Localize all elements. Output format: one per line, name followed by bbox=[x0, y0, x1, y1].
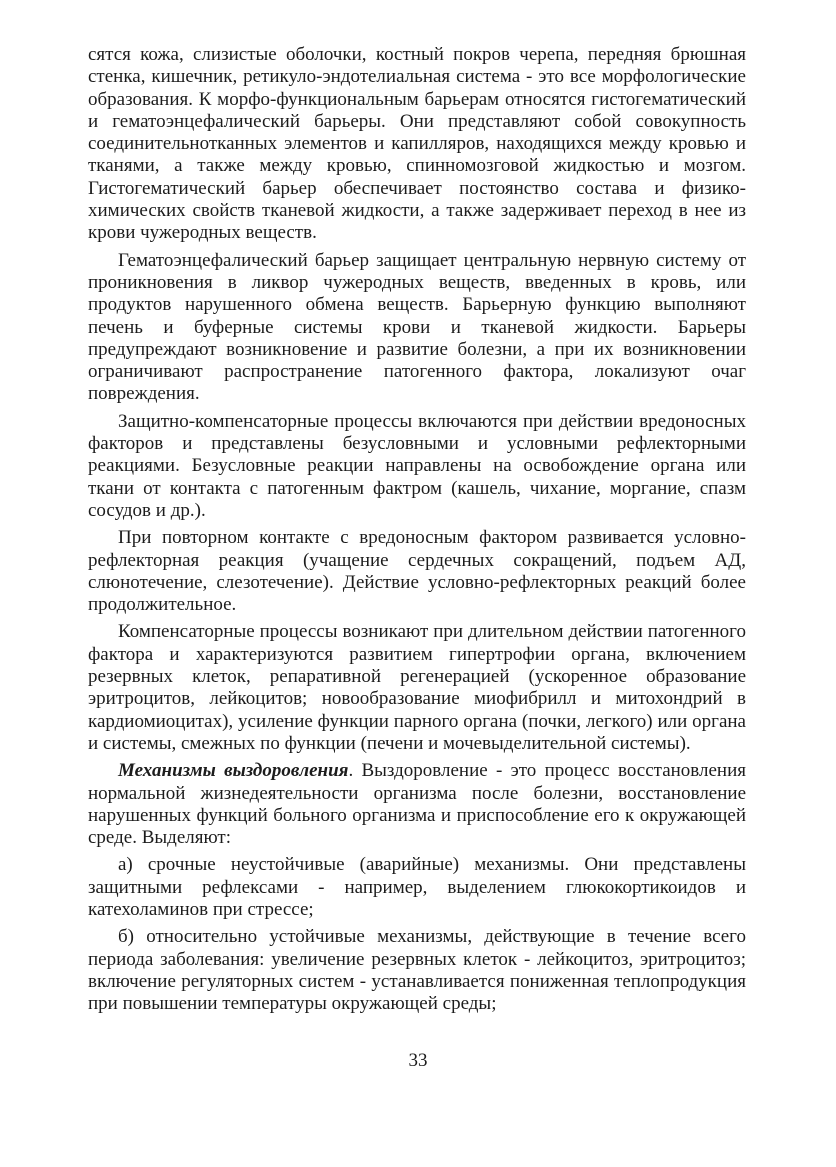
paragraph-text: сятся кожа, слизистые оболочки, костный покров черепа, передняя брюшная стенка, кишечник, ретикуло-эндотелиальная система - это все морфологические образования. К морфо-функциональным барьерам относятся гистогематический и гематоэнцефалический барьеры. Они представляют собой совокупность соединительнотканных элементов и капилляров, находящихся между кровью и тканями, а также между кровью, спинномозговой жидкостью и мозгом. Гистогематический барьер обеспечивает постоянство состава и физико-химических свойств тканевой жидкости, а также задерживает переход в нее из крови чужеродных веществ. bbox=[88, 44, 746, 244]
page-number: 33 bbox=[408, 1050, 428, 1071]
page-body bbox=[88, 44, 746, 1020]
paragraph-text: б) относительно устойчивые механизмы, действующие в течение всего периода заболевания: увеличение резервных клеток - лейкоцитоз, эритроцитоз; включение регуляторных систем - устанавливается пониженная теплопродукция при повышении температуры окружающей среды; bbox=[88, 926, 746, 1015]
section-lead-term: Механизмы выздоровления bbox=[118, 760, 349, 782]
paragraph-text: Защитно-компенсаторные процессы включаются при действии вредоносных факторов и представлены безусловными и условными рефлекторными реакциями. Безусловные реакции направлены на освобождение органа или ткани от контакта с патогенным фактром (кашель, чихание, моргание, спазм сосудов и др.). bbox=[88, 410, 746, 521]
paragraph-text: Компенсаторные процессы возникают при длительном действии патогенного фактора и характеризуются развитием гипертрофии органа, включением резервных клеток, репаративной регенерацией (ускоренное образование эритроцитов, лейкоцитов; новообразование миофибрилл и митохондрий в кардиомиоцитах), усиление функции парного органа (почки, легкого) или органа и системы, смежных по функции (печени и мочевыделительной системы). bbox=[88, 621, 746, 754]
paragraph-conditioned-reflex bbox=[88, 527, 746, 616]
paragraph-text: При повторном контакте с вредоносным фактором развивается условно-рефлекторная реакция (учащение сердечных сокращений, подъем АД, слюнотечение, слезотечение). Действие условно-рефлекторных реакций более продолжительное. bbox=[88, 527, 746, 616]
list-item-b bbox=[88, 926, 746, 1015]
paragraph-text: . Выздоровление - это процесс восстановления нормальной жизнедеятельности организма после болезни, восстановление нарушенных функций больного организма и приспособление его к окружающей среде. Выделяют: bbox=[88, 760, 747, 849]
paragraph-bbb bbox=[88, 250, 746, 406]
paragraph-recovery-mechanisms bbox=[88, 760, 746, 849]
paragraph-text: Гематоэнцефалический барьер защищает центральную нервную систему от проникновения в ликвор чужеродных веществ, введенных в кровь, или продуктов нарушенного обмена веществ. Барьерную функцию выполняют печень и буферные системы крови и тканевой жидкости. Барьеры предупреждают возникновение и развитие болезни, а при их возникновении ограничивают распространение патогенного фактора, локализуют очаг повреждения. bbox=[88, 249, 746, 405]
paragraph-compensatory bbox=[88, 621, 746, 755]
list-item-a bbox=[88, 854, 746, 921]
paragraph-text: а) срочные неустойчивые (аварийные) механизмы. Они представлены защитными рефлексами - например, выделением глюкокортикоидов и катехоламинов при стрессе; bbox=[88, 854, 746, 920]
paragraph-barriers-continued bbox=[88, 44, 746, 245]
paragraph-protective-compensatory bbox=[88, 411, 746, 522]
